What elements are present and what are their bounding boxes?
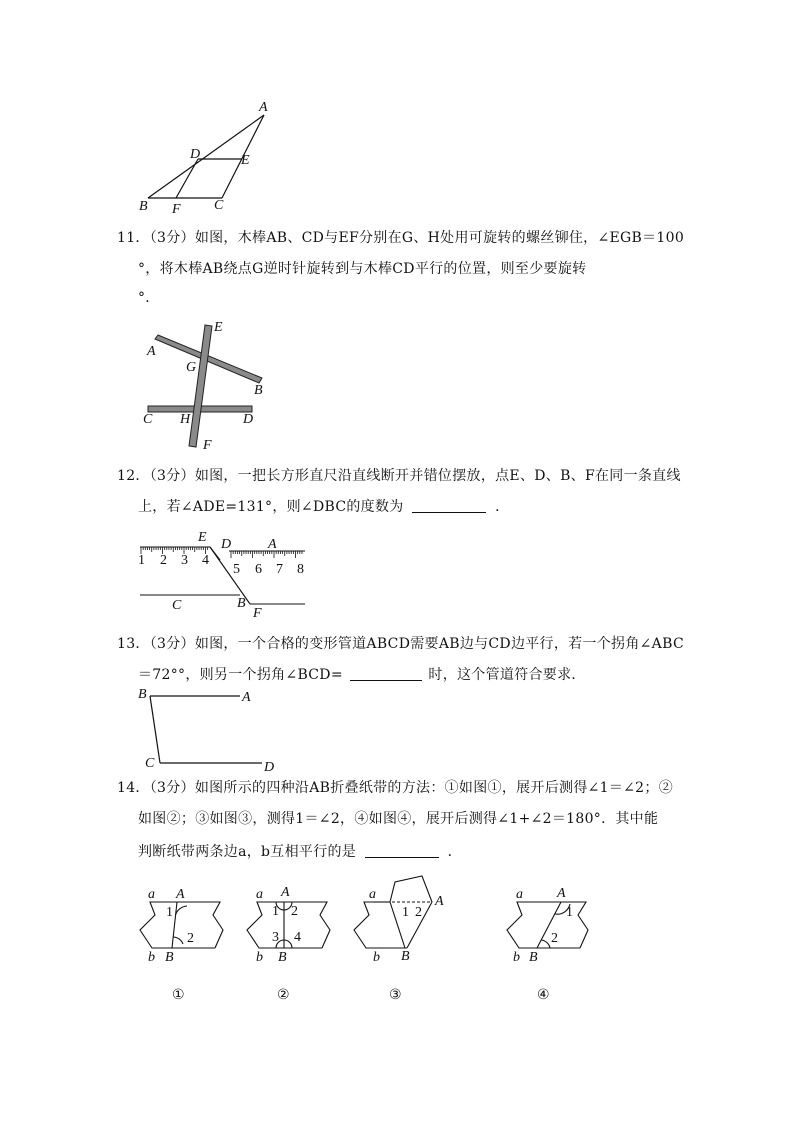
strip3-label-b: b [373,950,380,965]
q13-line-1: 13．（3分）如图，一个合格的变形管道ABCD需要AB边与CD边平行，若一个拐角∠ABC [117,636,684,652]
q14-line-1: 14．（3分）如图所示的四种沿AB折叠纸带的方法：①如图①，展开后测得∠1＝∠2；② [117,780,673,796]
strip1-label-a-point: A [176,887,185,902]
caption-figure-2: ② [277,987,290,1003]
strip1-angle-1: 1 [166,905,173,920]
strip2-angle-4: 4 [294,930,301,945]
point-label-h: H [180,412,191,427]
point-label-d: D [243,412,254,427]
strip2-label-b-point: B [278,950,287,965]
strip3-label-a: a [369,887,376,902]
point-label-d: D [190,147,201,162]
strip3-label-a-point: A [435,894,444,909]
ruler-tick-label-6: 6 [255,562,262,577]
q14-line-3-end: ． [447,844,462,860]
point-label-g: G [186,360,197,375]
point-label-b: B [237,596,246,611]
strip1-label-b-point: B [165,950,174,965]
caption-figure-1: ① [172,987,185,1003]
q12-line-2-end: ． [495,499,510,515]
point-label-e: E [241,153,250,168]
ruler-tick-label-5: 5 [233,562,240,577]
strip2-label-a: a [256,887,263,902]
strip4-label-a-point: A [557,886,566,901]
point-label-e: E [198,530,207,545]
q14-line-2: 如图②；③如图③，测得1＝∠2，④如图④，展开后测得∠1+∠2＝180°．其中能 [138,811,659,827]
point-label-d: D [264,760,275,775]
point-label-b: B [254,383,263,398]
q13-line-2-text: ＝72°°，则另一个拐角∠BCD= [138,667,343,683]
strip2-angle-1: 1 [272,904,279,919]
strip3-angle-2: 2 [415,905,422,920]
q11-line-3: °． [138,290,160,306]
point-label-c: C [214,198,224,213]
point-label-b: B [138,687,147,702]
q13-line-2-end: 时，这个管道符合要求． [428,667,586,683]
strip2-angle-2: 2 [291,904,298,919]
point-label-a: A [268,537,277,552]
point-label-c: C [172,598,182,613]
point-label-f: F [203,438,212,453]
strip3-label-b-point: B [401,949,410,964]
ruler-tick-label-2: 2 [160,553,167,568]
strip3-angle-1: 1 [402,905,409,920]
strip4-label-b-point: B [529,950,538,965]
point-label-a: A [147,344,156,359]
strip2-angle-3: 3 [272,930,279,945]
strip2-label-b: b [256,950,263,965]
strip4-angle-2: 2 [551,931,558,946]
strip4-angle-1: 1 [566,905,573,920]
point-label-f: F [253,606,262,621]
ruler-tick-label-8: 8 [297,562,304,577]
point-label-b: B [139,199,148,214]
point-label-f: F [172,202,181,217]
strip1-label-a: a [148,887,155,902]
ruler-tick-label-7: 7 [276,562,283,577]
ruler-tick-label-3: 3 [181,553,188,568]
strip1-label-b: b [148,950,155,965]
point-label-a: A [259,100,268,115]
ruler-tick-label-4: 4 [202,553,209,568]
q12-line-1: 12．（3分）如图，一把长方形直尺沿直线断开并错位摆放，点E、D、B、F在同一条直线 [117,468,681,484]
point-label-c: C [143,412,153,427]
strip4-label-b: b [513,950,520,965]
point-label-e: E [214,320,223,335]
point-label-c: C [145,756,155,771]
q11-line-2: °，将木棒AB绕点G逆时针旋转到与木棒CD平行的位置，则至少要旋转 [138,261,587,277]
strip1-angle-2: 2 [187,931,194,946]
q14-line-3-text: 判断纸带两条边a，b互相平行的是 [138,844,357,860]
q11-line-1: 11．（3分）如图，木棒AB、CD与EF分别在G、H处用可旋转的螺丝铆住，∠EGB＝100 [117,230,685,246]
q12-line-2-text: 上，若∠ADE=131°，则∠DBC的度数为 [138,499,404,515]
caption-figure-4: ④ [537,987,550,1003]
ruler-tick-label-1: 1 [138,553,145,568]
strip4-label-a: a [516,887,523,902]
point-label-d: D [221,537,232,552]
strip2-label-a-point: A [281,885,290,900]
point-label-a: A [242,690,251,705]
caption-figure-3: ③ [389,987,402,1003]
